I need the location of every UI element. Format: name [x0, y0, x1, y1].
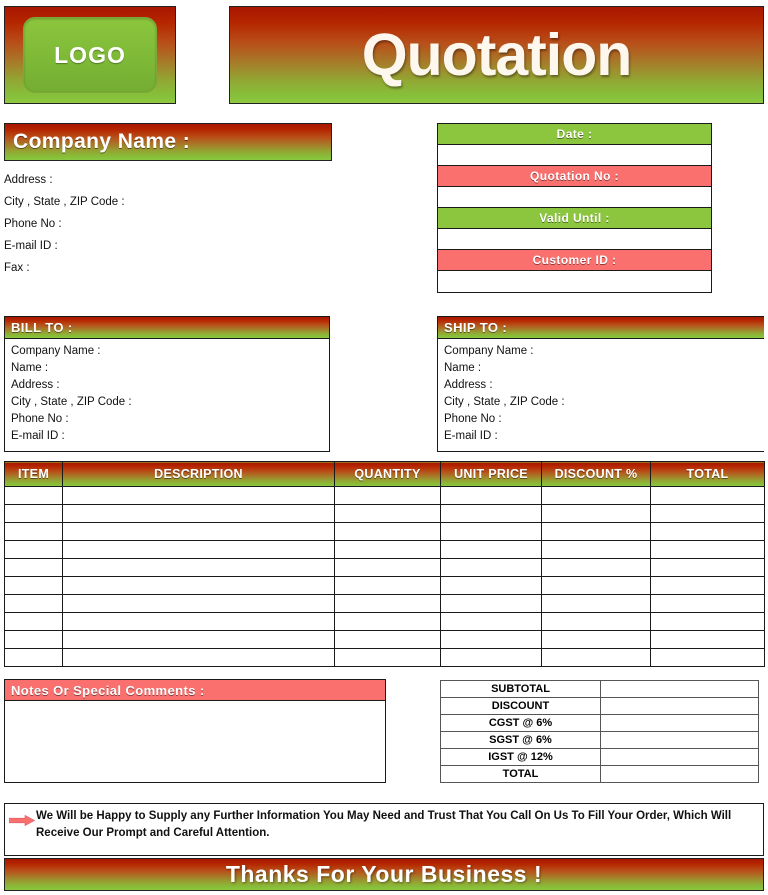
cell-unit-price[interactable] [441, 595, 542, 613]
bill-to-field-email[interactable]: E-mail ID : [11, 430, 65, 442]
logo-box[interactable] [4, 6, 176, 104]
cell-description[interactable] [63, 559, 335, 577]
table-row [5, 577, 765, 595]
totals-label-discount: DISCOUNT [441, 698, 601, 715]
column-header-description[interactable]: DESCRIPTION [63, 462, 335, 487]
date-label: Date : [556, 127, 593, 141]
company-name-bar[interactable] [4, 123, 332, 161]
customer-id-input[interactable] [438, 271, 711, 292]
document-title-banner [229, 6, 764, 104]
column-header-unit-price[interactable]: UNIT PRICE [441, 462, 542, 487]
cell-item[interactable] [5, 541, 63, 559]
cell-discount[interactable] [542, 487, 651, 505]
cell-item[interactable] [5, 595, 63, 613]
notes-label: Notes Or Special Comments : [11, 682, 205, 698]
cell-unit-price[interactable] [441, 505, 542, 523]
items-header-row [5, 462, 765, 487]
cell-total[interactable] [651, 541, 765, 559]
totals-row-cgst [441, 715, 759, 732]
document-header [4, 6, 764, 104]
cell-quantity[interactable] [335, 505, 441, 523]
cell-unit-price[interactable] [441, 559, 542, 577]
totals-row-igst [441, 749, 759, 766]
bill-to-header [5, 317, 329, 339]
cell-quantity[interactable] [335, 613, 441, 631]
cell-description[interactable] [63, 649, 335, 667]
cell-item[interactable] [5, 505, 63, 523]
ship-to-field-name[interactable]: Name : [444, 362, 482, 374]
page-title: Quotation [361, 21, 632, 88]
meta-label-quotation-no [438, 166, 711, 187]
cell-item[interactable] [5, 487, 63, 505]
bill-to-label: BILL TO : [11, 320, 73, 335]
ship-to-label: SHIP TO : [444, 320, 508, 335]
ship-to-block [437, 316, 764, 452]
logo-placeholder[interactable] [23, 17, 157, 93]
cell-quantity[interactable] [335, 541, 441, 559]
ship-to-field-address[interactable]: Address : [444, 379, 493, 391]
cell-item[interactable] [5, 523, 63, 541]
totals-label-cgst: CGST @ 6% [441, 715, 601, 732]
thanks-label: Thanks For Your Business ! [225, 861, 543, 887]
cell-discount[interactable] [542, 577, 651, 595]
cell-total[interactable] [651, 505, 765, 523]
cell-description[interactable] [63, 631, 335, 649]
totals-table [440, 680, 759, 783]
company-field-fax[interactable]: Fax : [4, 262, 30, 274]
footer-note-text: We Will be Happy to Supply any Further Information You May Need and Trust That You Call On Us To Fill Your Order, Which Will Receive Our Prompt and Careful Attention. [36, 810, 732, 839]
totals-row-sgst [441, 732, 759, 749]
totals-row-subtotal [441, 681, 759, 698]
thanks-banner [4, 858, 764, 891]
totals-label-subtotal: SUBTOTAL [441, 681, 601, 698]
date-input[interactable] [438, 145, 711, 166]
notes-header [5, 680, 385, 701]
table-row [5, 523, 765, 541]
cell-quantity[interactable] [335, 523, 441, 541]
totals-label-sgst: SGST @ 6% [441, 732, 601, 749]
cell-total[interactable] [651, 649, 765, 667]
cell-description[interactable] [63, 487, 335, 505]
cell-item[interactable] [5, 559, 63, 577]
table-row [5, 487, 765, 505]
ship-to-field-city-state-zip[interactable]: City , State , ZIP Code : [444, 396, 565, 408]
bill-to-field-city-state-zip[interactable]: City , State , ZIP Code : [11, 396, 132, 408]
company-field-phone[interactable]: Phone No : [4, 218, 62, 230]
totals-label-igst: IGST @ 12% [441, 749, 601, 766]
cell-unit-price[interactable] [441, 541, 542, 559]
table-row [5, 631, 765, 649]
ship-to-field-email[interactable]: E-mail ID : [444, 430, 498, 442]
valid-until-label: Valid Until : [539, 211, 610, 225]
cell-quantity[interactable] [335, 595, 441, 613]
cell-unit-price[interactable] [441, 649, 542, 667]
bill-to-block [4, 316, 330, 452]
bill-to-field-name[interactable]: Name : [11, 362, 49, 374]
table-row [5, 649, 765, 667]
company-field-city-state-zip[interactable]: City , State , ZIP Code : [4, 196, 125, 208]
cell-description[interactable] [63, 613, 335, 631]
ship-to-field-company-name[interactable]: Company Name : [444, 345, 534, 357]
cell-description[interactable] [63, 577, 335, 595]
table-row [5, 595, 765, 613]
meta-label-customer-id [438, 250, 711, 271]
footer-note-block [4, 803, 764, 856]
valid-until-input[interactable] [438, 229, 711, 250]
quotation-no-label: Quotation No : [530, 169, 619, 183]
bill-to-field-phone[interactable]: Phone No : [11, 413, 69, 425]
column-header-quantity[interactable]: QUANTITY [335, 462, 441, 487]
cell-quantity[interactable] [335, 649, 441, 667]
cell-description[interactable] [63, 523, 335, 541]
items-body [5, 487, 765, 667]
cell-total[interactable] [651, 559, 765, 577]
cell-unit-price[interactable] [441, 577, 542, 595]
cell-discount[interactable] [542, 613, 651, 631]
bill-to-field-company-name[interactable]: Company Name : [11, 345, 101, 357]
company-info-block [4, 123, 332, 279]
column-header-discount[interactable]: DISCOUNT % [542, 462, 651, 487]
totals-value-cgst[interactable] [601, 715, 759, 732]
cell-quantity[interactable] [335, 631, 441, 649]
cell-unit-price[interactable] [441, 487, 542, 505]
cell-total[interactable] [651, 595, 765, 613]
customer-id-label: Customer ID : [532, 253, 617, 267]
ship-to-field-phone[interactable]: Phone No : [444, 413, 502, 425]
cell-unit-price[interactable] [441, 631, 542, 649]
cell-item[interactable] [5, 613, 63, 631]
bill-to-fields [5, 339, 329, 451]
totals-value-discount[interactable] [601, 698, 759, 715]
cell-discount[interactable] [542, 559, 651, 577]
table-row [5, 541, 765, 559]
cell-total[interactable] [651, 487, 765, 505]
cell-discount[interactable] [542, 505, 651, 523]
totals-row-total [441, 766, 759, 783]
table-row [5, 505, 765, 523]
cell-total[interactable] [651, 523, 765, 541]
line-items-table [4, 461, 765, 667]
company-name-label: Company Name : [13, 130, 191, 153]
cell-unit-price[interactable] [441, 613, 542, 631]
cell-quantity[interactable] [335, 559, 441, 577]
totals-value-sgst[interactable] [601, 732, 759, 749]
totals-label-total: TOTAL [441, 766, 601, 783]
cell-item[interactable] [5, 577, 63, 595]
cell-total[interactable] [651, 613, 765, 631]
cell-description[interactable] [63, 595, 335, 613]
cell-discount[interactable] [542, 523, 651, 541]
arrow-right-icon [9, 813, 35, 831]
header-spacer [176, 6, 229, 104]
cell-description[interactable] [63, 541, 335, 559]
table-row [5, 613, 765, 631]
ship-to-fields [438, 339, 764, 451]
company-fields [4, 161, 332, 279]
quotation-no-input[interactable] [438, 187, 711, 208]
meta-label-valid-until [438, 208, 711, 229]
meta-label-date [438, 124, 711, 145]
quotation-meta-block [437, 123, 712, 293]
totals-row-discount [441, 698, 759, 715]
totals-value-subtotal[interactable] [601, 681, 759, 698]
cell-quantity[interactable] [335, 577, 441, 595]
logo-label: LOGO [54, 41, 126, 68]
cell-total[interactable] [651, 577, 765, 595]
cell-unit-price[interactable] [441, 523, 542, 541]
notes-block [4, 679, 386, 783]
bill-to-field-address[interactable]: Address : [11, 379, 60, 391]
cell-discount[interactable] [542, 595, 651, 613]
cell-discount[interactable] [542, 631, 651, 649]
totals-value-total[interactable] [601, 766, 759, 783]
totals-value-igst[interactable] [601, 749, 759, 766]
table-row [5, 559, 765, 577]
company-field-email[interactable]: E-mail ID : [4, 240, 58, 252]
cell-quantity[interactable] [335, 487, 441, 505]
ship-to-header [438, 317, 764, 339]
column-header-item[interactable]: ITEM [5, 462, 63, 487]
cell-discount[interactable] [542, 649, 651, 667]
cell-description[interactable] [63, 505, 335, 523]
cell-item[interactable] [5, 631, 63, 649]
cell-item[interactable] [5, 649, 63, 667]
notes-textarea[interactable] [5, 701, 385, 782]
cell-discount[interactable] [542, 541, 651, 559]
cell-total[interactable] [651, 631, 765, 649]
column-header-total[interactable]: TOTAL [651, 462, 765, 487]
company-field-address[interactable]: Address : [4, 174, 53, 186]
